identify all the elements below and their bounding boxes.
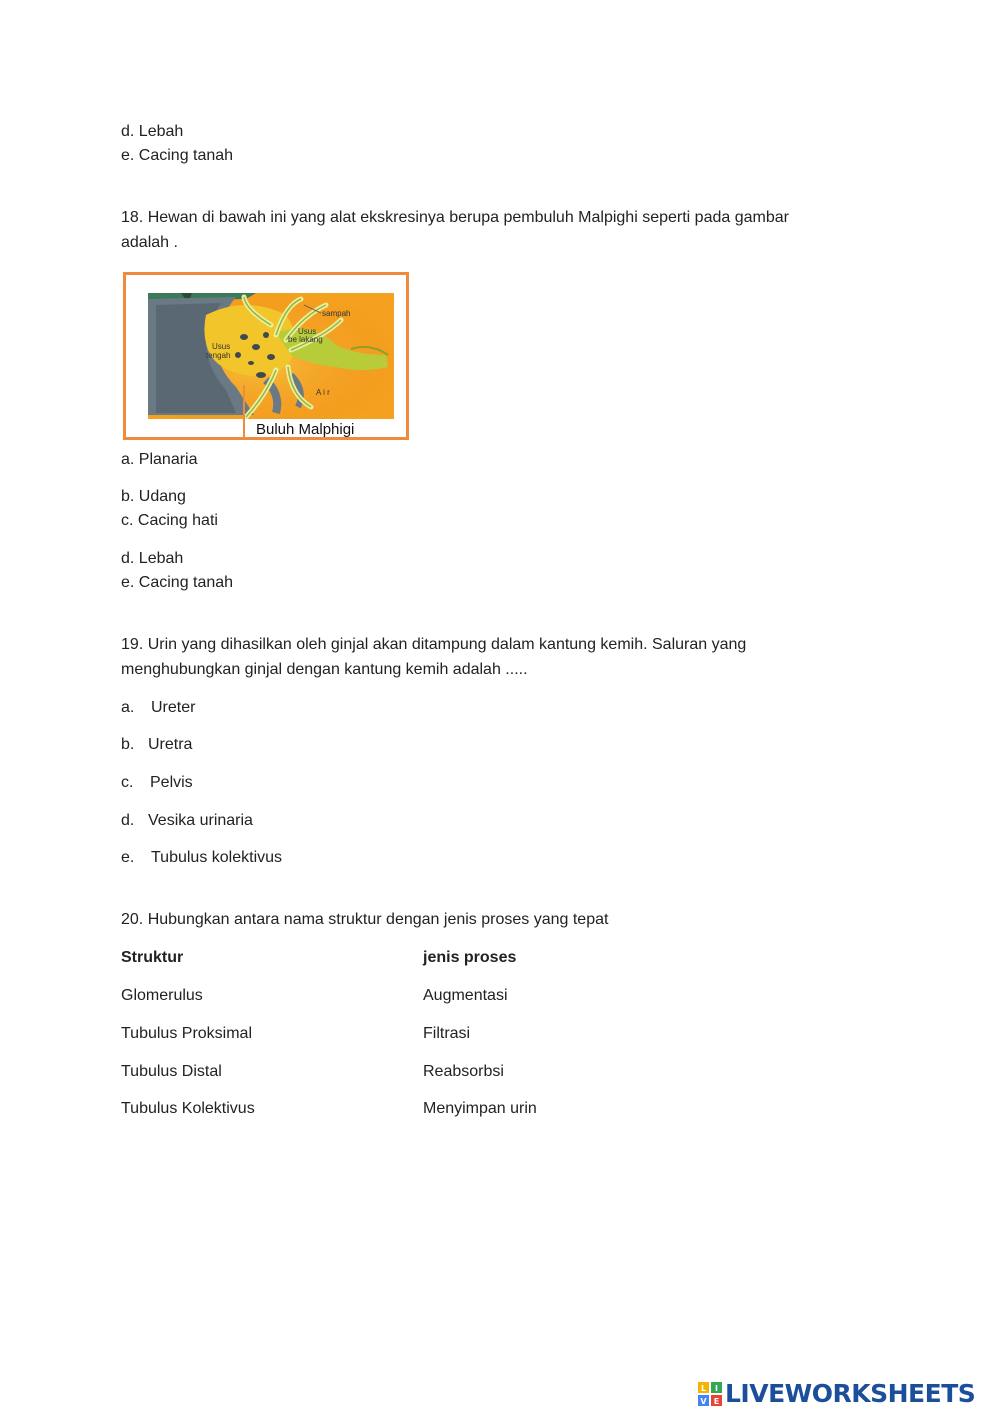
svg-text:V: V (700, 1397, 707, 1406)
q19-question-line2: menghubungkan ginjal dengan kantung kemih adalah ..... (121, 661, 528, 678)
q19-option-d[interactable] (121, 811, 253, 831)
option-letter: e. (121, 849, 135, 866)
q19-option-b[interactable] (121, 735, 192, 755)
q20-header-jenis-proses: jenis proses (423, 949, 517, 966)
q18-question-line1: 18. Hewan di bawah ini yang alat ekskresinya berupa pembuluh Malpighi seperti pada gambar (121, 209, 789, 226)
q18-option-e[interactable]: e. Cacing tanah (121, 574, 234, 591)
q19-option-e[interactable] (121, 848, 282, 868)
liveworksheets-logo-icon (698, 1382, 722, 1406)
figure-caption: Buluh Malphigi (256, 421, 355, 438)
q18-option-b[interactable]: b. Udang (121, 488, 186, 505)
figure-label-air: A i r (316, 388, 330, 397)
watermark-text: LIVEWORKSHEETS (725, 1379, 976, 1408)
option-text: Vesika urinaria (148, 812, 253, 829)
q18-option-c[interactable]: c. Cacing hati (121, 512, 218, 529)
option-text: Tubulus kolektivus (151, 849, 283, 866)
option-letter: b. (121, 736, 135, 753)
figure-label-usus-tengah-2: tengah (206, 351, 231, 360)
option-letter: a. (121, 699, 135, 716)
q20-question: 20. Hubungkan antara nama struktur dengan jenis proses yang tepat (121, 911, 609, 928)
option-text: Pelvis (150, 774, 193, 791)
malpighi-figure (123, 272, 409, 440)
q17-option-d: d. Lebah (121, 123, 184, 140)
q20-struktur-item[interactable]: Tubulus Distal (121, 1063, 222, 1080)
liveworksheets-watermark (698, 1380, 975, 1408)
q20-header-struktur: Struktur (121, 949, 184, 966)
option-text: Ureter (151, 699, 196, 716)
q20-struktur-item[interactable]: Tubulus Kolektivus (121, 1100, 255, 1117)
option-letter: c. (121, 774, 134, 791)
figure-label-sampah: sampah (322, 309, 351, 318)
option-text: Uretra (148, 736, 193, 753)
q18-option-d[interactable]: d. Lebah (121, 550, 184, 567)
option-letter: d. (121, 812, 135, 829)
q20-proses-item[interactable]: Augmentasi (423, 987, 508, 1004)
q18-option-a[interactable]: a. Planaria (121, 451, 198, 468)
q19-option-c[interactable] (121, 773, 193, 793)
q20-struktur-item[interactable]: Glomerulus (121, 987, 203, 1004)
svg-text:I: I (715, 1384, 718, 1393)
figure-label-usus-belakang-1: Usus (298, 327, 317, 336)
q20-proses-item[interactable]: Filtrasi (423, 1025, 471, 1042)
q20-struktur-item[interactable]: Tubulus Proksimal (121, 1025, 253, 1042)
q17-option-e: e. Cacing tanah (121, 147, 234, 164)
figure-label-usus-belakang-2: be lakang (288, 335, 323, 344)
svg-text:L: L (700, 1384, 707, 1393)
malpighi-illustration (126, 275, 406, 437)
svg-text:E: E (713, 1397, 720, 1406)
q19-option-a[interactable] (121, 698, 195, 718)
q20-proses-item[interactable]: Reabsorbsi (423, 1063, 504, 1080)
figure-label-usus-tengah-1: Usus (212, 342, 231, 351)
q20-proses-item[interactable]: Menyimpan urin (423, 1100, 537, 1117)
q18-question-line2: adalah . (121, 234, 178, 251)
q19-question-line1: 19. Urin yang dihasilkan oleh ginjal akan ditampung dalam kantung kemih. Saluran yang (121, 636, 747, 653)
